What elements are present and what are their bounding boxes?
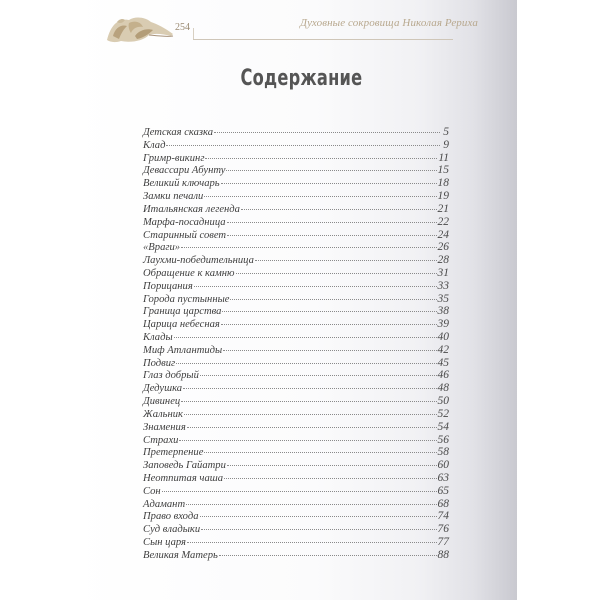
toc-entry[interactable] [143,498,449,511]
dot-leader [223,350,436,351]
toc-entry[interactable] [143,331,449,344]
dot-leader [227,465,437,466]
toc-entry-title: Дивинец [143,396,181,408]
dot-leader [166,145,440,146]
toc-entry-title: Обращение к камню [143,267,235,279]
toc-entry-title: Марфа-посадница [143,216,226,228]
toc-entry[interactable] [143,241,449,254]
toc-entry-page: 5 [443,126,449,138]
toc-entry-page: 26 [437,241,449,254]
toc-entry-page: 74 [437,510,449,523]
toc-entry-page: 19 [437,190,449,203]
toc-entry-title: Итальянская легенда [143,203,240,215]
toc-entry-title: Глаз добрый [143,370,199,382]
toc-entry-page: 60 [437,459,449,472]
toc-entry-title: Заповедь Гайатри [143,460,226,472]
dot-leader [183,388,436,389]
toc-entry-page: 76 [437,523,449,536]
floral-ornament-icon [105,14,175,44]
toc-entry-page: 45 [437,356,449,369]
toc-entry[interactable] [143,459,449,472]
toc-entry-title: Граница царства [143,306,222,318]
page-number: 254 [175,22,190,33]
toc-entry-title: Клад [143,139,166,151]
toc-entry-title: «Враги» [143,242,181,254]
toc-entry[interactable] [143,446,449,459]
dot-leader [204,196,436,197]
toc-entry-page: 39 [437,318,449,331]
dot-leader [241,209,437,210]
dot-leader [174,337,437,338]
dot-leader [194,286,437,287]
running-head: Духовные сокровища Николая Рериха [300,17,478,29]
toc-entry-title: Города пустынные [143,293,230,305]
toc-entry-title: Претерпение [143,447,204,459]
toc-entry-page: 65 [437,484,449,497]
dot-leader [201,529,436,530]
toc-entry[interactable] [143,164,449,177]
toc-entry[interactable] [143,293,449,306]
toc-entry-page: 38 [437,305,449,318]
toc-entry-page: 88 [437,548,449,561]
dot-leader [222,311,436,312]
page-title: Содержание [240,66,363,91]
dot-leader [226,170,436,171]
toc-entry[interactable] [143,177,449,190]
toc-entry-title: Девассари Абунту [143,165,226,177]
toc-entry-title: Право входа [143,511,199,523]
toc-entry-page: 9 [443,138,449,151]
toc-entry-title: Великая Матерь [143,549,218,561]
dot-leader [221,324,437,325]
toc-entry-title: Миф Атлантиды [143,344,223,356]
toc-entry-page: 21 [437,202,449,215]
toc-entry-page: 35 [437,292,449,305]
dot-leader [200,375,437,376]
dot-leader [236,273,437,274]
toc-entry-title: Подвиг [143,357,176,369]
toc-entry[interactable] [143,126,449,139]
dot-leader [184,414,437,415]
toc-entry[interactable] [143,408,449,421]
toc-entry[interactable] [143,369,449,382]
toc-entry[interactable] [143,267,449,280]
toc-entry-title: Детская сказка [143,127,214,138]
toc-entry-title: Великий ключарь [143,178,220,190]
toc-entry-title: Царица небесная [143,319,220,331]
toc-entry[interactable] [143,190,449,203]
toc-entry-title: Неотпитая чаша [143,472,224,484]
toc-entry-title: Лаухми-победительница [143,255,254,267]
toc-entry[interactable] [143,139,449,152]
dot-leader [181,401,436,402]
toc-entry-page: 54 [437,420,449,433]
toc-entry[interactable] [143,280,449,293]
toc-entry-page: 24 [437,228,449,241]
toc-entry[interactable] [143,254,449,267]
dot-leader [181,247,436,248]
dot-leader [214,132,440,133]
toc-entry-title: Гримр-викинг [143,152,205,164]
dot-leader [204,452,436,453]
toc-entry[interactable] [143,395,449,408]
toc-entry-page: 42 [437,343,449,356]
toc-entry-page: 40 [437,331,449,343]
toc-entry-page: 58 [437,446,449,459]
dot-leader [255,260,437,261]
toc-entry-page: 18 [437,177,449,190]
toc-entry[interactable] [143,523,449,536]
toc-entry-title: Сын царя [143,537,186,548]
table-of-contents [143,126,449,562]
toc-entry-title: Сон [143,485,161,497]
toc-entry[interactable] [143,434,449,447]
toc-entry-title: Старинный совет [143,229,227,241]
header-tick-divider [193,28,194,39]
dot-leader [200,516,437,517]
toc-entry-title: Порицания [143,280,193,292]
toc-entry-page: 11 [438,151,449,164]
dot-leader [224,478,436,479]
toc-entry[interactable] [143,549,449,562]
toc-entry-page: 48 [437,382,449,395]
toc-entry[interactable] [143,357,449,370]
dot-leader [187,427,437,428]
toc-entry-title: Адамант [143,498,186,510]
dot-leader [176,363,436,364]
dot-leader [227,235,436,236]
toc-entry[interactable] [143,305,449,318]
dot-leader [179,440,436,441]
toc-entry-page: 15 [437,164,449,177]
toc-entry[interactable] [143,318,449,331]
dot-leader [186,504,436,505]
header-rule-divider [193,39,453,40]
toc-entry-page: 28 [437,254,449,267]
toc-entry[interactable] [143,203,449,216]
dot-leader [162,491,437,492]
toc-entry-title: Замки печали [143,191,204,203]
toc-entry-title: Знамения [143,421,186,433]
toc-entry-title: Клады [143,332,173,343]
toc-entry[interactable] [143,216,449,229]
toc-entry-page: 56 [437,433,449,446]
toc-entry-title: Жальник [143,408,183,420]
toc-entry[interactable] [143,472,449,485]
toc-entry-page: 33 [437,279,449,292]
dot-leader [230,299,436,300]
toc-entry[interactable] [143,485,449,498]
dot-leader [227,222,437,223]
toc-entry[interactable] [143,536,449,549]
toc-entry[interactable] [143,152,449,165]
toc-entry-page: 63 [437,471,449,484]
toc-entry-title: Страхи [143,434,179,446]
toc-entry-page: 22 [437,215,449,228]
toc-entry[interactable] [143,382,449,395]
toc-entry[interactable] [143,229,449,242]
toc-entry[interactable] [143,421,449,434]
dot-leader [219,555,437,556]
dot-leader [205,158,437,159]
toc-entry-page: 77 [437,536,449,548]
dot-leader [221,183,437,184]
toc-entry-page: 52 [437,407,449,420]
toc-entry-page: 68 [437,497,449,510]
toc-entry-page: 50 [437,395,449,408]
toc-entry[interactable] [143,344,449,357]
toc-entry-page: 31 [437,266,449,279]
toc-entry[interactable] [143,510,449,523]
toc-entry-title: Дедушка [143,383,183,395]
toc-entry-title: Суд владыки [143,524,201,536]
toc-entry-page: 46 [437,369,449,382]
dot-leader [187,542,437,543]
